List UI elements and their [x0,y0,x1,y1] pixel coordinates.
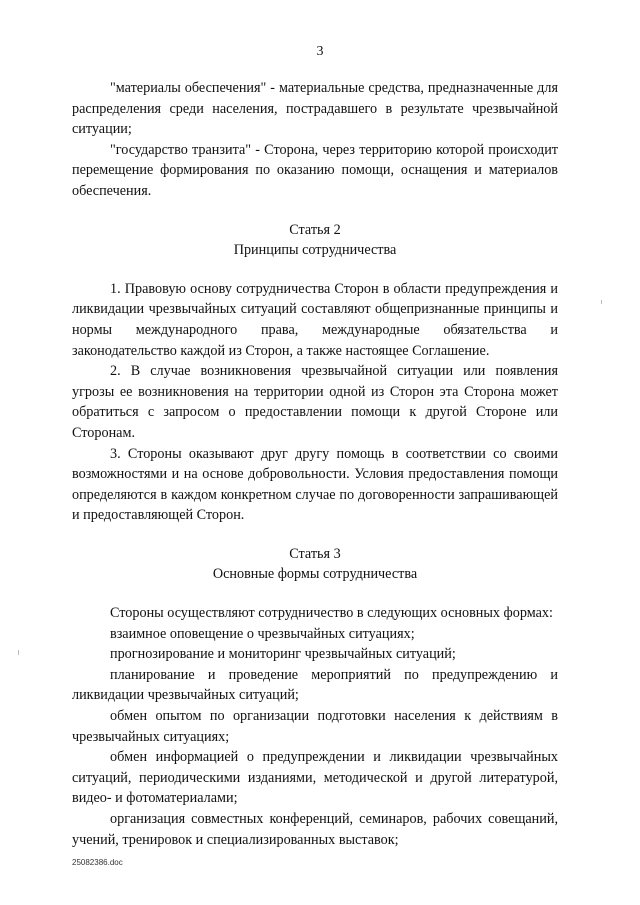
scan-speck [601,300,602,304]
definition-paragraph: "материалы обеспечения" - материальные средства, предназначенные для распределения среди населения, пострадавшего в результате чрезвычайной ситуации; [72,80,558,138]
article-3-number: Статья 3 [289,545,341,562]
article-3-list-item: организация совместных конференций, семинаров, рабочих совещаний, учений, тренировок и специализированных выставок; [72,811,558,848]
footer-file-code: 25082386.doc [72,858,123,867]
page-number: 3 [316,44,324,59]
article-2-paragraph: 3. Стороны оказывают друг другу помощь в соответствии со своими возможностями и на основе добровольности. Условия предоставления помощи определяются в каждом конкретном случае по договоренности запрашивающей и предоставляющей Сторон. [72,445,558,524]
article-2-number: Статья 2 [289,221,341,238]
article-3-list-item: прогнозирование и мониторинг чрезвычайных ситуаций; [110,646,456,663]
article-3-list-item: обмен информацией о предупреждении и ликвидации чрезвычайных ситуаций, периодическими изданиями, методической и другой литературой, видео- и фотоматериалами; [72,749,558,807]
article-3-list-item: взаимное оповещение о чрезвычайных ситуациях; [110,625,415,642]
article-2-paragraph: 1. Правовую основу сотрудничества Сторон в области предупреждения и ликвидации чрезвычайных ситуаций составляют общепризнанные принципы и нормы международного права, международные обязательства и законодательство каждой из Сторон, а также настоящее Соглашение. [72,280,558,359]
article-3-paragraph: Стороны осуществляют сотрудничество в следующих основных формах: [110,605,553,622]
article-3-list-item: обмен опытом по организации подготовки населения к действиям в чрезвычайных ситуациях; [72,708,558,745]
article-3-list-item: планирование и проведение мероприятий по предупреждению и ликвидации чрезвычайных ситуаций; [72,666,558,704]
definition-paragraph: "государство транзита" - Сторона, через территорию которой происходит перемещение формирования по оказанию помощи, оснащения и материалов обеспечения. [72,141,558,199]
scan-speck [18,650,19,655]
article-2-paragraph: 2. В случае возникновения чрезвычайной ситуации или появления угрозы ее возникновения на территории одной из Сторон эта Сторона может обратиться с запросом о предоставлении помощи к другой Стороне или Сторонам. [72,363,558,441]
document-body [72,78,558,850]
article-2-title: Принципы сотрудничества [233,242,397,259]
article-3-title: Основные формы сотрудничества [212,566,418,583]
